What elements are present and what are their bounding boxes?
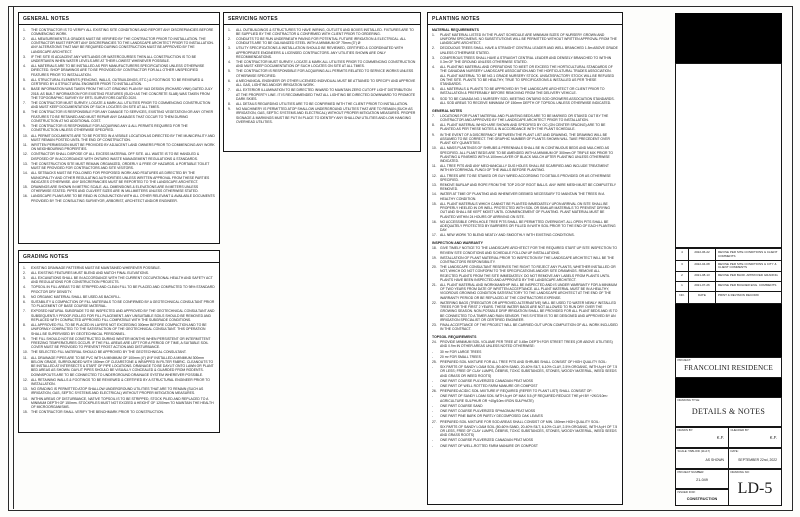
revision-row: 1 2021-07-26 REVISE PER BUILDER ENG. COMMENTS (676, 282, 781, 292)
note-item: 11. ALL DRAINAGE PIPES ARE TO BE PVC WITH A MINIMUM OF 100mm (4") Ø IF INSTALLED A MINIMUM 300mm BELOW GRADE, SURROUNDED WITH 150mm OF CLEARSTONE & WRAPPED IN FILTER FABRIC. CLEANOUTS TO BE INSTALLED AT INTERSECTS & START OF PIPE LOCATIONS. DRAINAGE TO BE DAYLIT ONTO LAWN OR PLANT BED AREAS AS SHOWN. DAYLIT PIPES SHOULD BE VISUALLY CONCEALED & GUARDED FROM RODENTS. DOWNSPOUTS ARE TO BE CONNECTED TO UNDERGROUND DRAINAGE SYSTEM WHEREVER POSSIBLE. (23, 355, 214, 377)
drawing-number-value: LD-5 (737, 479, 773, 497)
servicing-notes-list (224, 25, 420, 128)
note-item: - ONE PART COARSE PULVERIZED CANADIAN PEAT MOSS (432, 438, 534, 443)
planting-inspection-list (432, 246, 620, 331)
note-item: 16. NO ACCESSIBLE OPEN-HOLE TREE PITS SHALL BE PERMITTED OVERNIGHT. ALL OPEN PITS SHALL BE ADEQUATELY PROTECTED BY BARRIERS OR FILLED IN WITH SOIL PRIOR TO THE END OF EACH PLANTING DAY. (432, 219, 616, 233)
note-item: 1. THE CONTRACTOR IS TO VERIFY ALL EXISTING SITE CONDITIONS AND REPORT ANY DISCREPANCIES BEFORE COMMENCING WORK. (23, 27, 214, 36)
sheet-border-inner (13, 6, 14, 509)
note-item: 6. SOD TO BE CANADA NO.1 NURSERY SOD, MEETING ONTARIO SOD GROWERS ASSOCIATION STANDARDS. ALL SOD AREAS TO RECEIVE MINIMUM OF 150mm DEPTH OF TOPSOIL UNLESS OTHERWISE INDICATED. (432, 96, 615, 105)
note-item: 6. A MECHANICAL ENGINEER OR OTHER LICENSED INDIVIDUAL MUST BE ATTAINED TO SPECIFY AND APPROVE ALL GAS, LIGHTING AND/OR IRRIGATION WORK. (228, 78, 416, 88)
revision-row: 3 2022-04-08 REVISE PER SITE CONDITIONS & CITY & CLIENT COMMENTS (676, 261, 781, 273)
drawing-title-cell (675, 397, 782, 427)
note-item: 10. THE SELECTED FILL MATERIAL SHOULD BE APPROVED BY THE GEOTECHNICAL CONSULTANT. (23, 350, 187, 355)
note-item: 14. WATER AT TIME OF PLANTING AND WHENEVER DEEMED NECESSARY TO MAINTAIN THE TREES IN A HEALTHY CONDITION. (432, 192, 605, 201)
date-label: DATE: (730, 449, 739, 453)
project-number-cell (675, 469, 729, 489)
note-item: 7. LOCATIONS FOR PLANT MATERIAL AND PLANTING BEDS ARE TO BE MARKED OR STAKED OUT BY THE CONTRACTOR AND APPROVED BY THE LANDSCAPE ARCHITECT PRIOR TO INSTALLATION. (432, 113, 609, 122)
note-item: 12. CONTRACTOR SHALL DISPOSE OF ALL EXCESS MATERIAL OFF SITE. ALL WASTE IS TO BE HANDLED & DISPOSED OF IN ACCORDANCE WITH ONTARIO WASTE MANAGEMENT REGULATIONS & STANDARDS. (23, 152, 200, 161)
note-item: - 30 m³ FOR LARGE TREES (432, 349, 482, 354)
grading-notes-list (19, 263, 219, 418)
note-item: 27. PREPARED SOIL MIXTURE FOR SOD AREAS SHALL CONSIST OF MIN. 150mm HIGH QUALITY SOIL: (432, 419, 600, 424)
project-number-label: PROJECT NUMBER: (677, 470, 705, 474)
grading-notes-title: GRADING NOTES (19, 251, 219, 263)
note-item: 8. ALL APPROVED FILL TO BE PLACED IN LAYERS NOT EXCEEDING 300mm BEFORE COMPACTION AND TO BE UNIFORMLY COMPACTED TO THE SATISFACTION OF THE GEOTECHNICAL CONSULTANT. THIS OPERATION SHALL BE SUPERVISED BY GEOTECHNICAL PERSONNEL. (23, 323, 207, 336)
note-item: 15. THE CONTRACTOR SHALL VERIFY THE BENCHMARK PRIOR TO CONSTRUCTION. (23, 410, 164, 415)
note-item: 11. WRITTEN PERMISSION MUST BE PROVIDED BY ADJACENT LAND OWNERS PRIOR TO COMMENCING ANY WORK ON NEIGHBOURING PROPERTIES. (23, 142, 215, 152)
revision-row: 4 2022-06-22 REVISE PER SITE CONDITIONS & CLIENT COMMENTS (676, 249, 781, 261)
project-number-value: 21-049 (696, 477, 708, 482)
note-item: 14. ALL SETBACKS MUST BE FOLLOWED FOR PROPOSED WORK AND FEATURES AS DIRECTED BY THE MUNICIPALITY AND OTHER REGULATING AUTHORITIES UNLESS WRITTEN APPROVAL FROM THESE PARTIES INDICATES OTHERWISE. ANY DISCREPANCIES MUST BE REPORTED TO THE LANDSCAPE ARCHITECT. (23, 171, 210, 184)
planting-notes-box (427, 12, 623, 505)
grading-notes-box (18, 250, 220, 433)
note-item: 9. THE FILL SHOULD NOT BE CONSTRUCTED DURING WINTER MONTHS WHEN PERSISTENT OR INTERMITTENT FREEZING TEMPERATURES OCCUR. IF THE FILL AREAS ARE LEFT FOR A PERIOD OF TIME, A SUITABLE SOIL COVER MUST BE PROVIDED TO PREVENT FROST ACTION AND DISTURBANCE. (23, 336, 211, 350)
note-item: - 20 m³ FOR SMALL TREES (432, 354, 481, 359)
note-item: 15. DRAWINGS ARE SHOWN IN METRIC SCALE. ALL DIMENSIONS & ELEVATIONS ARE IN METERS UNLESS OTHERWISE STATED. PIPES AND CULVERT SIZES ARE IN MILLIMETERS UNLESS OTHERWISE STATED. (23, 184, 199, 194)
stamp-area (675, 63, 782, 248)
note-item: 1. ALL OUTBUILDINGS & STRUCTURES TO HAVE WIRING, OUTLETS AND BOXES INSTALLED. FIXTURES ARE TO BE SUPPLIED BY THE CONTRACTOR & CONFIRMED WITH CLIENT PRIOR TO ORDERING. (228, 27, 414, 36)
planting-section-topsoil-requirements (432, 335, 620, 448)
note-item: 2. ALL EXISTING FEATURES MUST BLEND AND MATCH FINAL ELEVATIONS. (23, 270, 149, 275)
scale-value: AS SHOWN (705, 457, 724, 462)
note-item: 7. EXPOSED NATURAL SUBGRADE TO BE INSPECTED AND APPROVED BY THE GEOTECHNICAL CONSULTANT AND SUBSEQUENTLY PROOF-ROLLED FOR FILL PLACEMENT. ANY UNSUITABLE SOILS SHOULD BE REMOVED AND REPLACED WITH COMPACTED APPROVED FILL COMPATIBLE WITH THE SUBGRADE CONDITIONS. (23, 309, 215, 322)
note-item: 8. ALL DETAILS REGARDING UTILITIES ARE TO BE CONFIRMED WITH THE CLIENT PRIOR TO INSTALLATION. (228, 102, 409, 106)
scale-cell (675, 448, 729, 469)
note-item: 7. THE CONTRACTOR MUST SURVEY, LOCATE & MARK ALL UTILITIES PRIOR TO COMMENCING CONSTRUCTION AND MUST KEEP DOCUMENTATION OF SUCH LOCATES ON SITE AT ALL TIMES. (23, 101, 211, 110)
note-item: 25. PREPARED SOIL MIXTURE FOR ALL TREE PITS AND SHRUBS SHALL CONSIST OF HIGH QUALITY SOIL: (432, 359, 607, 364)
note-item: 4. ALL MATERIALS ARE TO BE INSTALLED AS PER MANUFACTURERS SPECIFICATIONS UNLESS OTHERWISE DIRECTED. SHOP DRAWINGS ARE TO BE PROVIDED BY CONTRACTOR FOR ALL OTHER UNSPECIFIED FEATURES PRIOR TO INSTALLATION. (23, 64, 205, 77)
section-heading: INSPECTION AND WARRANTY (432, 241, 484, 246)
note-item: 5. NO ORGANIC MATERIAL SHALL BE USED AS BACKFILL. (23, 294, 121, 299)
note-item: - ONE PART COARSE PULVERIZED SPHAGNUM PEAT MOSS (432, 409, 536, 414)
note-item: 2. CONDUITS TO BE RUN UNDERNEATH PAVING FOR POTENTIAL FUTURE IRRIGATION & ELECTRICAL. ALL CONDUITS ARE TO BE GALVANIZED STEEL WITH A MINIMUM OF 75mm (3") Ø (228, 36, 407, 46)
note-item: 8. THE CONTRACTOR IS RESPONSIBLE FOR ANY DAMAGE TO SERVICES, EXISTING VEGETATION OR ANY OTHER FEATURES TO BE RETAINED AND MUST REPAIR ANY DAMAGES THAT OCCUR TO THEM DURING CONSTRUCTION AT NO ADDITIONAL COST. (23, 110, 214, 123)
note-item: - ONE PART COARSE SAND (432, 403, 483, 408)
scale-label: SCALE: TABLOID (11x17) (677, 449, 710, 453)
section-heading: MATERIAL REQUIREMENTS (432, 27, 479, 32)
note-item: 1. EXISTING DRAINAGE PATTERNS MUST BE MAINTAINED WHEREVER POSSIBLE. (23, 265, 161, 270)
project-name: FRANCOLINI RESIDENCE (684, 363, 773, 372)
note-item: 13. THE CONSTRUCTION SITE MUST REMAIN ORGANIZED, ORDERLY & FREE OF HAZARDS. A PORTABLE TOILET MUST BE PROVIDED FOR CONTRACTORS AND SITE VISITORS. (23, 161, 210, 171)
note-item: 4. THE CONTRACTOR MUST SURVEY, LOCATE & MARK ALL UTILITIES PRIOR TO COMMENCING CONSTRUCTION AND MUST KEEP DOCUMENTATION OF SUCH LOCATES ON SITE AT ALL TIMES. (228, 60, 416, 69)
note-item: 3. IF THE SITE IS ADJACENT ANY WETLANDS OR WATERCOURSES THEN ALL CONSTRUCTION IS TO BE UNDERTAKEN WHEN WATER LEVELS ARE AT THEIR LOWEST WHENEVER POSSIBLE. (23, 54, 197, 64)
date-cell (728, 448, 782, 469)
servicing-notes-title: SERVICING NOTES (224, 13, 420, 25)
note-item: 24. PROVIDE MINIMUM SOIL VOLUME PER TREE AT 0.45m DEPTH FOR STREET TREES (OR ABOVE UTILITIES) AND 0.9m IN OTHER AREAS UNLESS NOTED OTHERWISE: (432, 340, 613, 349)
note-item: 13. NO GRADING IS PERMITTED ATOP SHALLOW UNDERGROUND UTILITIES THAT ARE TO REMAIN (SUCH AS IRRIGATION, GAS, SEPTIC SYSTEMS AND ELECTRICAL) WITHOUT PROPER MITIGATION MEASURES. (23, 387, 204, 396)
general-notes-title: GENERAL NOTES (19, 13, 219, 25)
note-item: 4. ALL PLANTING MATERIAL AND OPERATIONS TO MEET OR EXCEED THE HORTICULTURAL STANDARDS OF THE CANADIAN NURSERY LANDSCAPE ASSOCIATION AND THE HORTICULTURAL TRADES ASSOCIATION. ALL PLANT MATERIAL TO BE NO.1 GRADE NURSERY STOCK. UNSATISFACTORY STOCK WILL BE REFUSED ON THE SITE. PLANTS TO BE HEALTHY, TRUE TO SPECIFICATIONS & INSTALLED AS PER THESE STANDARDS. (432, 65, 615, 87)
note-item: 5. ALL MATERIALS & PLANTS TO BE APPROVED BY THE LANDSCAPE ARCHITECT OR CLIENT PRIOR TO INSTALLATION & PREFERABLY BEFORE REMOVING FROM THE DELIVERY VEHICLE. (432, 87, 605, 96)
note-item: 26. PREPARED ACIDIC SOIL MIXTURE IF REQUIRED (REFER TO PLANT LIST) SHALL CONSIST OF: (432, 389, 593, 394)
note-item: - ONE PART OF WELL-ROTTED FARM MANURE OR COMPOST (432, 443, 538, 448)
note-item: 17. ALL NEW WORK TO BLEND NEATLY AND SMOOTHLY WITH EXISTING CONDITIONS. (432, 233, 575, 238)
note-item: 3. CONIFEROUS TREES SHALL HAVE A STRAIGHT CENTRAL LEADER AND DENSELY BRANCHED TO WITHIN 0.3m OF THE GROUND UNLESS OTHERWISE STATED. (432, 55, 612, 64)
note-item: - SIX PARTS OF SANDY LOAM SOIL (50-60% SAND, 20-40% SILT, 6-10% CLAY, 2-5% ORGANIC, WITH A pH OF 7.5 OR LESS; FREE OF CLAY LUMPS, DEBRIS, TOXIC SUBSTANCES, STONES, WOODY MATERIAL, WEED SEEDS AND GRASS OR WEED ROOTS) (432, 365, 618, 378)
note-item: 2. DECIDUOUS TREES SHALL HAVE A STRAIGHT CENTRAL LEADER AND WELL BRANCHED 1.5m ABOVE GRADE UNLESS OTHERWISE STATED. (432, 46, 618, 55)
drawing-number-label: DRAWING NO: (730, 470, 750, 474)
note-item: 4. TOPSOIL IN FILL AREAS TO BE STRIPPED AND CLEAN FILL TO BE PLACED AND COMPACTED TO 98% STANDARD PROCTOR DRY DENSITY. (23, 285, 215, 294)
note-item: 19. INSTALLATION OF PLANT MATERIAL PRIOR TO INSPECTION BY THE LANDSCAPE ARCHITECT WILL BE THE CONTRACTORS RESPONSIBILITY. (432, 255, 614, 264)
note-item: - SIX PARTS OF SANDY LOAM SOIL (50-60% SAND, 20-40% SILT, 6-10% CLAY, 2-5% ORGANIC, WITH A pH OF 7.5 OR LESS, FREE OF CLAY LUMPS, DEBRIS, TOXIC SUBSTANCES, STONES, WOODY MATERIAL, WEED SEEDS AND GRASS ROOTS) (432, 424, 618, 438)
note-item: 3. ALL EXCAVATIONS SHALL BE IN ACCORDANCE WITH THE CURRENT OCCUPATIONAL HEALTH AND SAFETY ACT AND REGULATIONS FOR CONSTRUCTION PROJECTS. (23, 275, 213, 285)
note-item: 15. ALL PLANT MATERIALS WHICH CANNOT BE PLANTED IMMEDIATELY UPON ARRIVAL ON SITE SHALL BE PROPERLY HEELED IN OR WELL PROTECTED WITH SOIL OR SIMILAR MATERIALS TO PREVENT DRYING OUT AND SHALL BE KEPT MOIST UNTIL COMMENCEMENT OF PLANTING. PLANT MATERIAL MUST BE PLANTED WITHIN 24 HOURS OF ARRIVING ON SITE. (432, 201, 611, 219)
general-notes-list (19, 25, 219, 206)
issued-for-value: CONSTRUCTION (686, 496, 718, 501)
note-item: 8. ALL PLANT MATERIAL WHICH ARE SHOWN AND SPECIFIED BY OC (ON CENTER SPACING) ARE TO BE PLANTED AS PER THESE NOTES & IN ACCORDANCE WITH THE PLANT SCHEDULE. (432, 123, 606, 132)
note-item: 10. ALL MASS PLANTINGS OF SHRUBS & PERENNIALS SHALL BE IN CONTINUOUS BEDS AND MULCHED AS SPECIFIED. ALL PLANT BEDS ARE TO BE AMENDED WITH A MINIMUM OF 300mm OF TRIPLE MIX PRIOR TO PLANTING & FINISHED WITH A 100mm LAYER OF BLACK MULCH AFTER PLANTING UNLESS OTHERWISE INDICATED. (432, 146, 614, 163)
drawn-by-label: DRAWN BY: (677, 428, 694, 432)
note-item: 1. PLANT MATERIAL LISTED IN THE PLANT SCHEDULE ARE MINIMUM SIZES OF NURSERY GROWN AND UNIFORM SPECIMENS. NO SUBSTITUTIONS WILL BE PERMITTED WITHOUT WRITTEN APPROVAL FROM THE LANDSCAPE ARCHITECT. (432, 32, 617, 46)
note-item: 9. THE CONTRACTOR IS RESPONSIBLE FOR ACQUIRING ANY & ALL PERMITS REQUIRED FOR THE CONSTRUCTION UNLESS OTHERWISE SPECIFIED. (23, 124, 188, 133)
note-item: 5. ALL STRUCTURAL ELEMENTS (FENCING, WALLS, OUTBUILDINGS, ETC.) & FOOTINGS TO BE REVIEWED & CERTIFIED BY A STRUCTURAL ENGINEER PRIOR TO INSTALLATION. (23, 77, 204, 87)
section-heading: GENERAL NOTES (432, 108, 463, 113)
note-item: 14. WITHIN AREAS OF DISTURBANCE, NATIVE TOPSOIL IS TO BE STRIPPED, STOCK PILED AND REPLACED TO A MINIMUM DEPTH OF 150mm. STOCKPILES MUST NOT EXCEED A HEIGHT OF 1200mm TO MAINTAIN THE HEALTH OF MICROORGANISMS. (23, 396, 214, 410)
note-item: 12. ALL RETAINING WALLS & FOOTINGS TO BE REVIEWED & CERTIFIED BY A STRUCTURAL ENGINEER PRIOR TO INSTALLATION. (23, 377, 210, 386)
drawing-title: DETAILS & NOTES (691, 406, 766, 416)
project-label: PROJECT: (677, 358, 692, 362)
note-item: - ONE PART COARSE PULVERIZED CANADIAN PEAT MOSS (432, 378, 534, 383)
note-item: 22. WATERING BAGS (TREEGATOR OR APPROVED ALTERNATIVE) WILL BE USED TO WATER NEWLY INSTALLED TREES FOR THE FIRST 2 YEARS. THESE WATER BAGS ARE NOT ALLOWED TO RUN DRY OVER THE GROWING SEASON. NON-POTABLE DRIP IRRIGATION SHALL BE PROVIDED FOR ALL PLANT BEDS AND IS TO BE CONNECTED TO A TIMER AND RAIN SENSOR. THIS SYSTEM IS TO BE DESIGNED AND APPROVED BY AN IRRIGATION SPECIALIST OR CERTIFIED ENGINEER. (432, 300, 618, 322)
note-item: - ONE PART PINE BARK OR PARTLY DECOMPOSED OAK LEAVES (432, 414, 543, 419)
firm-logo-block (675, 304, 782, 357)
drawn-by-cell (675, 427, 729, 448)
project-address-redacted-bar (675, 378, 782, 397)
project-name-cell (675, 357, 782, 378)
drawn-by-value: K.F. (716, 434, 724, 440)
note-item: 18. GIVE TIMELY NOTICE TO THE LANDSCAPE ARCHITECT FOR THE REQUIRED START UP SITE INSPECTION TO REVIEW SITE CONDITIONS AND SCHEDULE FOLLOW UP INSTALLATIONS. (432, 246, 617, 255)
note-item: 23. FINAL ACCEPTANCE OF THE PROJECT WILL BE CARRIED OUT UPON COMPLETION OF ALL WORK INCLUDED IN THE CONTRACT. (432, 323, 618, 332)
planting-notes-title: PLANTING NOTES (428, 13, 622, 25)
planting-notes-body (428, 25, 622, 451)
planting-general-list (432, 114, 620, 238)
note-item: 6. SUITABILITY & COMPACTION OF FILL MATERIALS TO BE CONFIRMED BY A GEOTECHNICAL CONSULTANT PRIOR TO PLACEMENT OF BASE COURSE MATERIAL. (23, 300, 215, 309)
drawing-number-cell (728, 469, 782, 506)
checked-by-cell (728, 427, 782, 448)
issued-for-label: ISSUED FOR: (677, 490, 696, 494)
servicing-notes-box (223, 12, 421, 152)
note-item: 21. ALL PLANT MATERIAL AND WORKMANSHIP WILL BE INSPECTED AND IS UNDER WARRANTY FOR A MINIMUM OF TWO YEARS FROM DATE OF WRITTEN ACCEPTANCE. ALL PLANT MATERIAL MUST BE IN A HEALTHY, VIGOROUS GROWING CONDITION SATISFACTORY TO THE LANDSCAPE ARCHITECT AT THE END OF THE WARRANTY PERIOD OR BE REPLACED AT THE CONTRACTORS EXPENSE. (432, 283, 617, 300)
general-notes-box (18, 12, 220, 244)
planting-topsoil-list (432, 340, 620, 448)
note-item: - ONE PART OF SANDY LOAM SOIL WITH A pH OF MAX 5.5 (IF REQUIRED REDUCE THE pH BY +2KG/10m² AGRICULTURE SULPHUR OR +40g/10m² IRON SULPHATE) (432, 394, 608, 403)
drawing-title-label: DRAWING TITLE: (677, 398, 701, 402)
revision-row: NO. DATE PRINT & REVISION RECORD (676, 292, 781, 303)
checked-by-label: CHECKED BY: (730, 428, 750, 432)
note-item: 20. THE LANDSCAPE CONSULTANT RESERVES THE RIGHT TO REJECT ANY PLANTS, WHETHER INSTALLED OR NOT, WHICH DO NOT CONFORM TO THE SPECIFICATIONS AND/OR SITE DRAWINGS. REMOVE ALL REJECTED PLANTS FROM THE SITE IMMEDIATELY. DO NOT REMOVE ANY LABELS FROM PLANTS UNTIL PLANTS HAVE BEEN INSPECTED AND APPROVED BY THE LANDSCAPE ARCHITECT. (432, 265, 616, 282)
note-item: 13. REMOVE BURLAP AND ROPE FROM THE TOP 2/3 OF ROOT BALLS. ANY WIRE MESH MUST BE COMPLETELY REMOVED. (432, 183, 616, 192)
note-item: 2. ALL MEASUREMENTS & GRADES MUST BE VERIFIED BY THE CONTRACTOR PRIOR TO INSTALLATION. THE CONTRACTOR MUST REPORT ANY DISCREPANCIES TO THE LANDSCAPE ARCHITECT PRIOR TO INSTALLATION. ANY ALTERATIONS THAT MAY BE REQUIRED DURING CONSTRUCTION MUST BE APPROVED BY THE LANDSCAPE ARCHITECT. (23, 36, 214, 54)
note-item: 16. LANDSCAPE PLANS ARE TO BE READ IN CONJUNCTION WITH ALL OTHER RELEVANT & AVAILABLE DOCUMENTS PROVIDED BY THE CONSULTING SURVEYOR, ARBORIST, ARCHITECT AND/OR ENGINEER. (23, 194, 215, 203)
date-value: SEPTEMBER 22nd, 2022 (738, 457, 777, 462)
issued-for-cell (675, 489, 729, 506)
planting-section-material-requirements (432, 28, 620, 106)
planting-section-inspection-warranty (432, 241, 620, 331)
company-logo-block (675, 13, 782, 63)
planting-material-list (432, 33, 620, 106)
note-item: 10. ALL PERMIT DOCUMENTS ARE TO BE POSTED IN A VISIBLE LOCATION AS DIRECTED BY THE MUNICIPALITY AND MUST REMAIN POSTED UNTIL THE END OF CONSTRUCTION. (23, 133, 215, 142)
section-heading: TOPSOIL REQUIREMENTS (432, 334, 477, 339)
note-item: 6. BASE INFORMATION WAS TAKEN FROM THE LOT GRADING PLAN BY VA3 DESIGN (RICHARD VINK) DATED JULY 2018. AS BUILT INFORMATION FOR EXISTING FEATURES (SUCH AS THE CONCRETE SLAB) WAS TAKEN FROM THE TOPOGRAPHIC SURVEY BY ERTL SURVEYORS DATED 2020. (23, 87, 213, 100)
planting-section-general-notes (432, 109, 620, 238)
revision-table (675, 248, 782, 304)
note-item: 5. THE CONTRACTOR IS RESPONSIBLE FOR ACQUIRING ALL PERMITS RELATED TO SERVICE WORKS UNLESS OTHERWISE SPECIFIED. (228, 69, 414, 78)
note-item: 7. ALL EXTERIOR ILLUMINATION TO BE DIRECTED INWARD TO MAINTAIN ZERO CUTOFF LIGHT DISTRIBUTION AT THE PROPERTY LINE. IT IS RECOMMENDED THAT ALL LIGHTING BE DIRECTED DOWNWARD TO PROMOTE DARK SKIES. (228, 88, 416, 101)
note-item: 12. ALL TREES ARE TO BE STAKED OR GUY WIRED ACCORDING TO DETAILS PROVIDED OR AS OTHERWISE SPECIFIED. (432, 173, 611, 182)
note-item: 9. NO MACHINERY IS PERMITTED ATOP SHALLOW UNDERGROUND UTILITIES THAT ARE TO REMAIN (SUCH AS IRRIGATION, GAS, SEPTIC SYSTEMS AND ELECTRICAL) WITHOUT PROPER MITIGATION MEASURES. PROPER SIGNAGE & MARKINGS MUST BE PUT IN PLACE TO IDENTIFY ANY SHALLOW UTILITIES AND LOW HANGING OVERHEAD UTILITIES. (228, 107, 416, 124)
note-item: - ONE PART OF WELL ROTTED FARM MANURE OR COMPOST (432, 384, 538, 389)
revision-row: 2 2021-08-13 REVISE PER BLDR. APPROVED GRADING (676, 272, 781, 282)
note-item: 9. IN THE EVENT OF A DISCREPANCY BETWEEN THE PLANT LIST AND DRAWING, THE DRAWING WILL BE ASSUMED TO BE CORRECT. THE GRAPHIC NUMBER OF PLANTS SHOWN WILL TAKE PRECEDENT OVER PLANT KEY QUANTITIES. (432, 132, 610, 146)
note-item: 3. UTILITY SPECIFICATIONS & INSTALLATION SHOULD BE REVIEWED, CERTIFIED & COORDINATED WITH APPROPRIATE ENGINEERS & LICENSED CONTRACTORS. ANY UTILITIES SHOWN ARE ONLY RECOMMENDATIONS. (228, 46, 404, 59)
note-item: 11. ALL TREE PITS AND ANY MECHANICALLY DUG HOLES SHALL BE SCARIFIED AND INCLUDE TREATMENT WITH MYCORRHIZAL FUNGI OF THE WALLS BEFORE PLANTING. (432, 164, 609, 173)
checked-by-value: K.F. (769, 434, 777, 440)
